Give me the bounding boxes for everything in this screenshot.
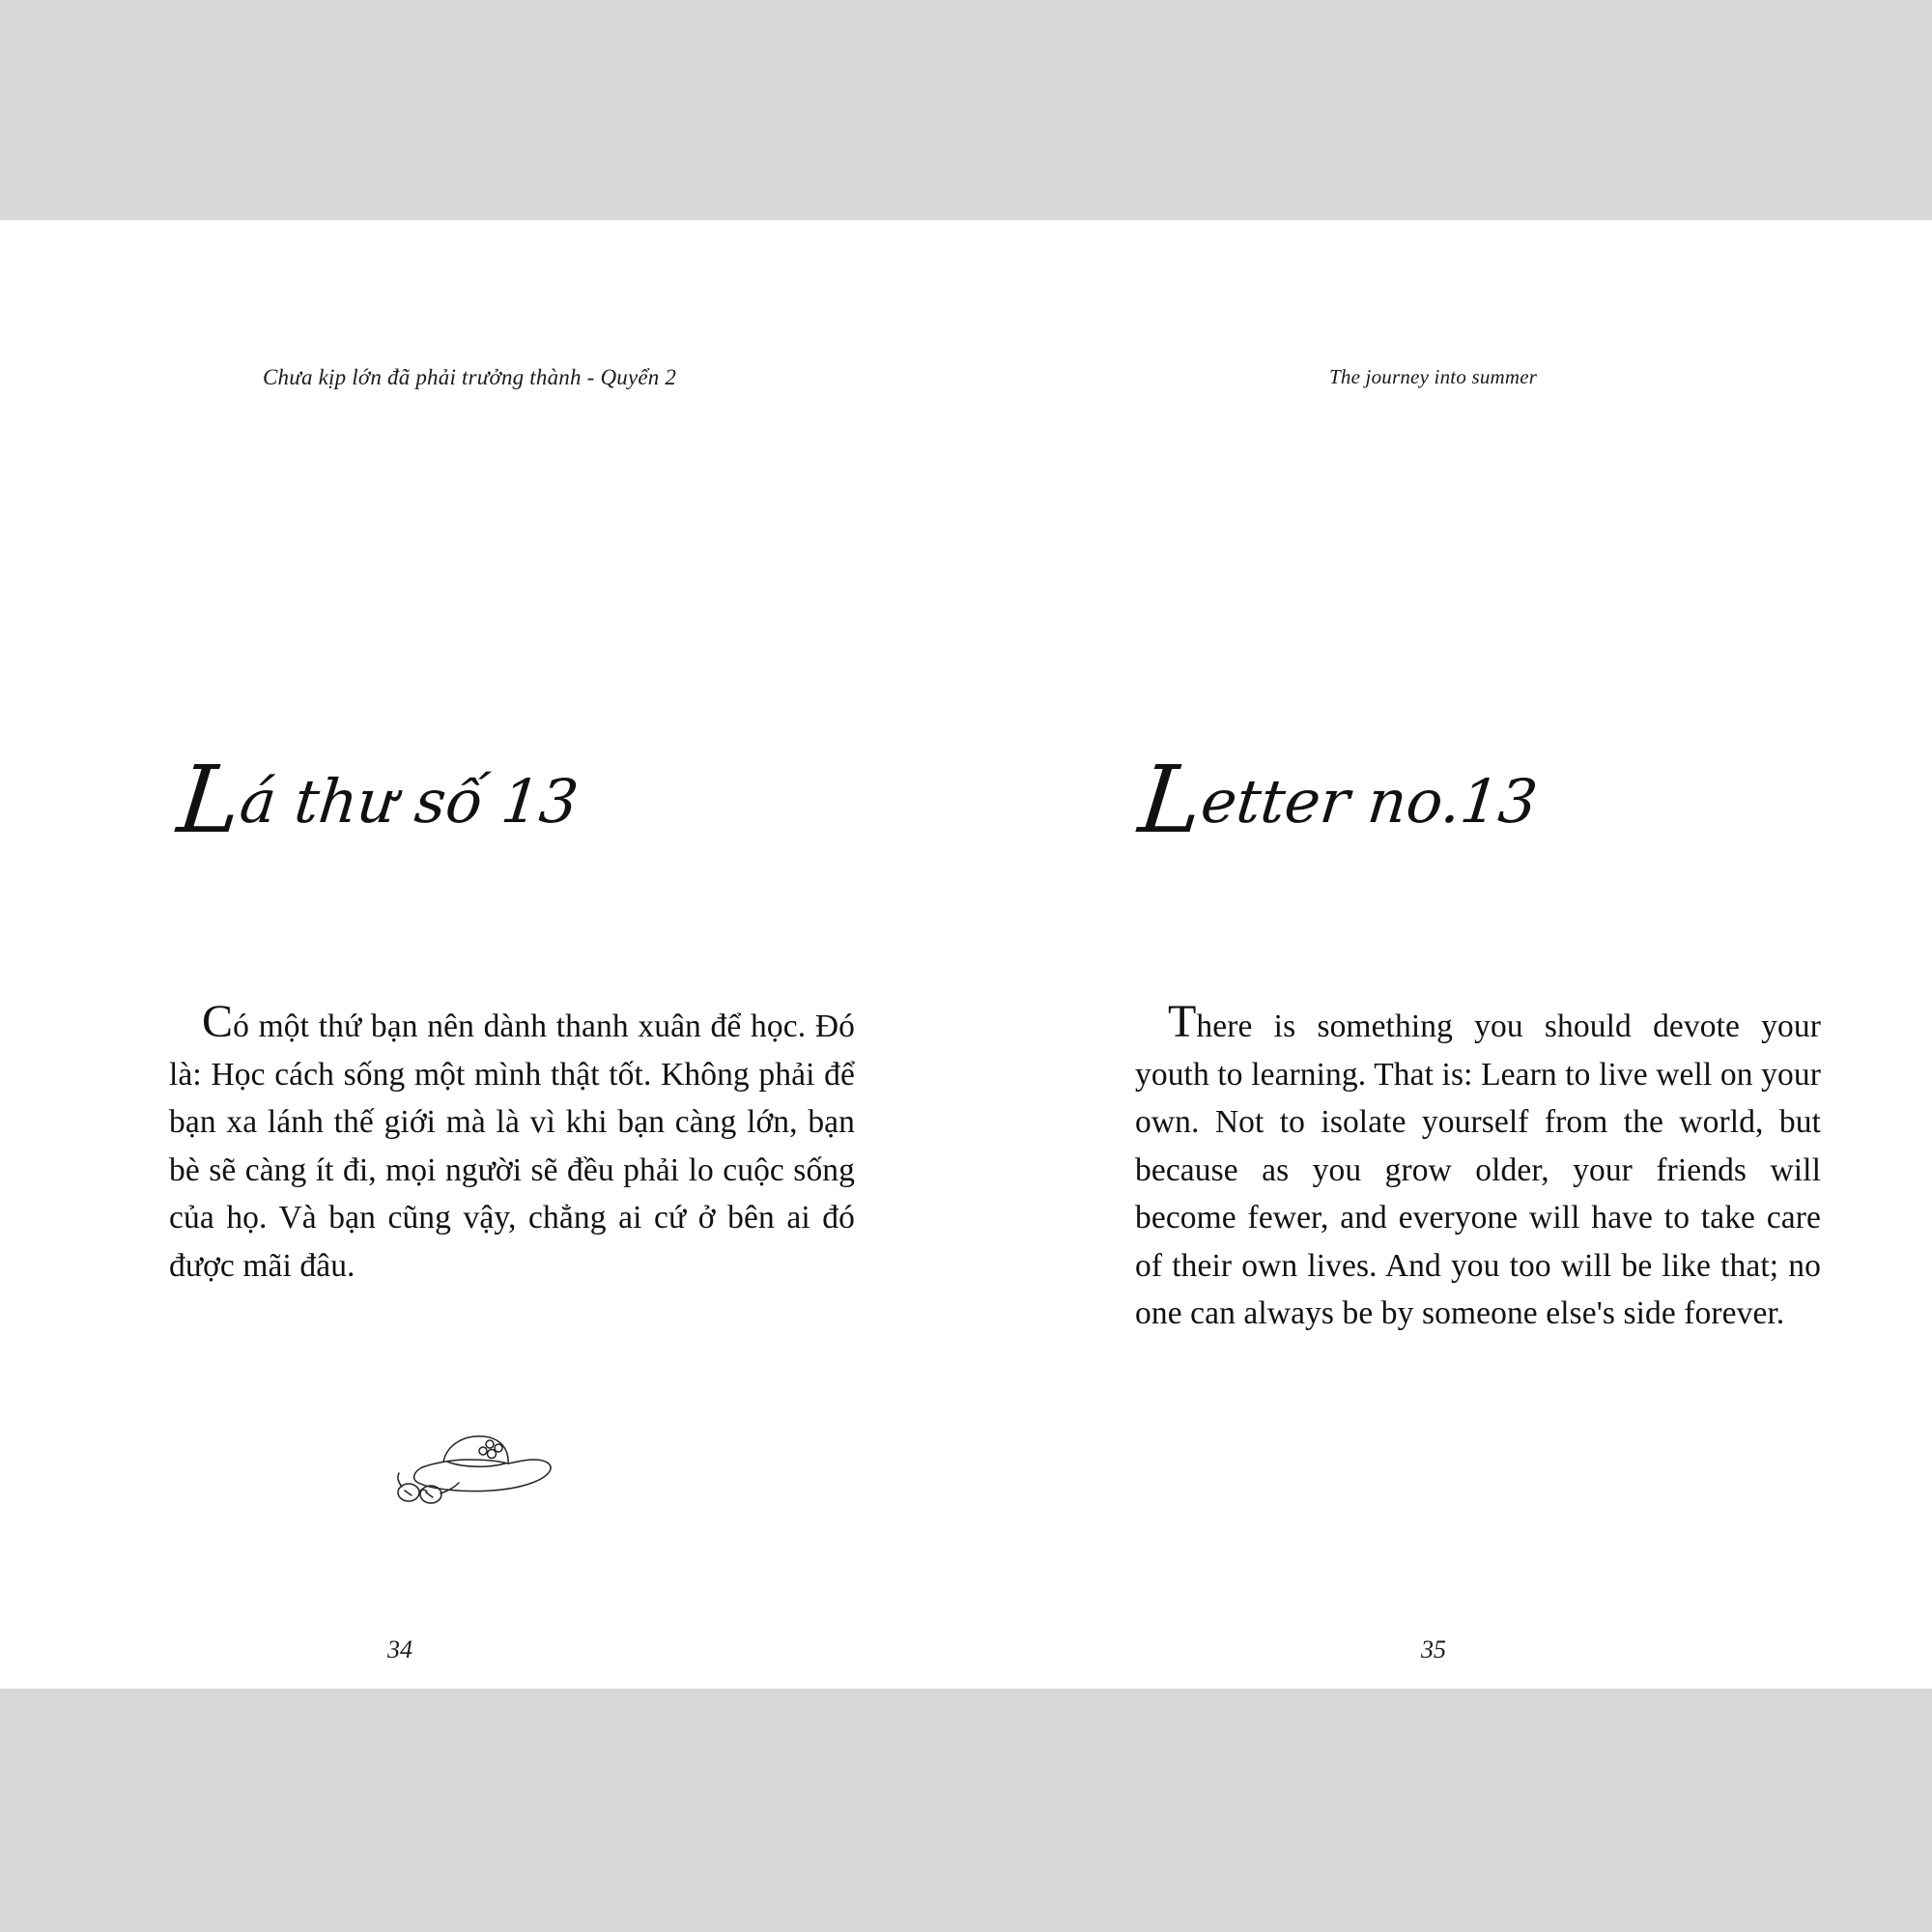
- letter-title-text-left: á thư số 13: [236, 766, 582, 837]
- body-paragraph-left: [169, 996, 855, 1290]
- letter-title-text-right: etter no.13: [1197, 766, 1541, 837]
- letter-title-left: [173, 746, 582, 854]
- page-right: [966, 220, 1932, 1689]
- body-paragraph-right: [1135, 996, 1821, 1338]
- paragraph-initial-right: T: [1168, 996, 1197, 1047]
- sun-hat-and-sunglasses-ornament: [372, 1423, 594, 1529]
- running-head-left: Chưa kịp lớn đã phải trưởng thành - Quyển 2: [263, 365, 677, 389]
- letter-title-right: [1134, 746, 1541, 854]
- paragraph-body-left: ó một thứ bạn nên dành thanh xuân để học. Đó là: Học cách sống một mình thật tốt. Không phải để bạn xa lánh thế giới mà là vì khi bạn càng lớn, bạn bè sẽ càng ít đi, mọi người sẽ đều phải lo cuộc sống của họ. Và bạn cũng vậy, chẳng ai cứ ở bên ai đó được mãi đâu.: [169, 1009, 855, 1284]
- page-number-right: 35: [1421, 1635, 1446, 1663]
- running-head-right: The journey into summer: [1329, 365, 1538, 388]
- page-number-left: 34: [387, 1635, 412, 1663]
- paragraph-body-right: here is something you should devote your youth to learning. That is: Learn to live well on your own. Not to isolate yourself from the world, but because as you grow older, your friends will become fewer, and everyone will have to take care of their own lives. And you too will be like that; no one can always be by someone else's side forever.: [1135, 1009, 1821, 1331]
- letter-title-initial-left: L: [173, 746, 246, 854]
- page-left: [0, 220, 966, 1689]
- paragraph-initial-left: C: [202, 996, 234, 1047]
- paper-sheet: [0, 220, 1932, 1689]
- book-spread: [0, 220, 1932, 1689]
- letter-title-initial-right: L: [1134, 746, 1208, 854]
